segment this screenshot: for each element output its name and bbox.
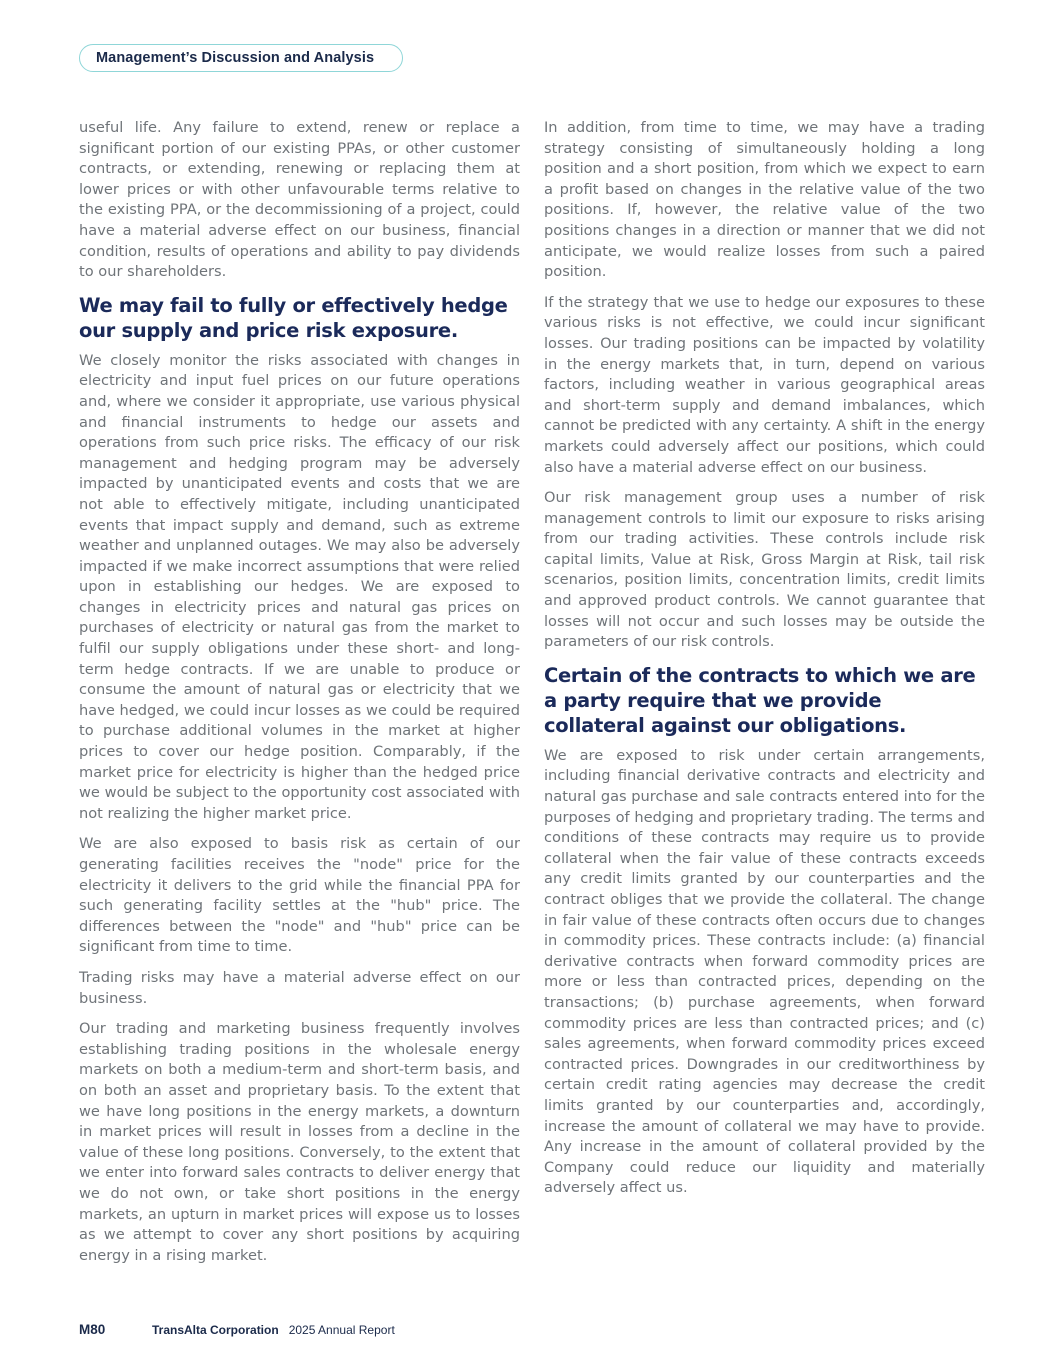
- paragraph-trading-marketing: Our trading and marketing business frequently involves establishing trading positions in the wholesale energy markets on both a medium-term and short-term basis, and on both an asset and proprietary basis. To the extent that we have long positions in the energy markets, a downturn in market prices will result in losses from a decline in the value of these long positions. Conversely, to the extent that we enter into forward sales contracts to deliver energy that we do not own, or take short positions in the energy markets, an upturn in market prices will expose us to losses as we attempt to cover any short positions by acquiring energy in a rising market.: [79, 1020, 520, 1264]
- paragraph-trading-risks: Trading risks may have a material adverse effect on our business.: [79, 968, 520, 1007]
- heading-collateral: Certain of the contracts to which we are a party require that we provide collateral against our obligations.: [544, 663, 976, 737]
- report-title: 2025 Annual Report: [288, 1323, 395, 1337]
- page-number: M80: [79, 1322, 106, 1337]
- right-column: [544, 118, 985, 1209]
- left-column: [79, 118, 520, 1276]
- paragraph-hedge-strategy: If the strategy that we use to hedge our exposures to these various risks is not effective, we could incur significant losses. Our trading positions can be impacted by volatility in the energy markets that, in turn, depend on various factors, including weather in various geographical areas and short-term supply and demand imbalances, which cannot be predicted with any certainty. A shift in the energy markets could adversely affect our positions, which could also have a material adverse effect on our business.: [544, 293, 985, 476]
- heading-hedge-risk: We may fail to fully or effectively hedge our supply and price risk exposure.: [79, 293, 508, 342]
- paragraph-basis-risk: We are also exposed to basis risk as certain of our generating facilities receives the "node" price for the electricity it delivers to the grid while the financial PPA for such generating facility settles at the "hub" price. The differences between the "node" and "hub" price can be significant from time to time.: [79, 835, 520, 956]
- company-name: TransAlta Corporation: [152, 1323, 279, 1337]
- paragraph-useful-life: useful life. Any failure to extend, renew or replace a significant portion of our existing PPAs, or other customer contracts, or extending, renewing or replacing them at lower prices or with other unfavourable terms relative to the existing PPA, or the decommissioning of a project, could have a material adverse effect on our business, financial condition, results of operations and ability to pay dividends to our shareholders.: [79, 119, 520, 281]
- paragraph-risk-management-group: Our risk management group uses a number of risk management controls to limit our exposure to risks arising from our trading activities. These controls include risk capital limits, Value at Risk, Gross Margin at Risk, tail risk scenarios, position limits, concentration limits, credit limits and approved product controls. We cannot guarantee that losses will not occur and such losses may be outside the parameters of our risk controls.: [544, 489, 985, 651]
- paragraph-monitor-risks: We closely monitor the risks associated with changes in electricity and input fuel prices on our future operations and, where we consider it appropriate, use various physical and financial instruments to hedge our assets and operations from such price risks. The efficacy of our risk management and hedging program may be adversely impacted by unanticipated events and costs that we are not able to effectively mitigate, including unanticipated events that impact supply and demand, such as extreme weather and unplanned outages. We may also be adversely impacted if we make incorrect assumptions that were relied upon in establishing our hedges. We are exposed to changes in electricity prices and natural gas prices on purchases of electricity or natural gas from the market to fulfil our supply obligations under these short- and long-term hedge contracts. If we are unable to produce or consume the amount of natural gas or electricity that we have hedged, we could incur losses as we could be required to purchase additional volumes in the market at higher prices to cover our hedge position. Comparably, if the market price for electricity is higher than the hedged price we would be subject to the opportunity cost associated with not realizing the higher market price.: [79, 351, 520, 822]
- section-label-text: Management’s Discussion and Analysis: [96, 50, 375, 66]
- page-footer: [79, 1322, 395, 1337]
- paragraph-paired-position: In addition, from time to time, we may have a trading strategy consisting of simultaneously holding a long position and a short position, from which we expect to earn a profit based on changes in the relative value of the two positions. If, however, the relative value of the two positions changes in a direction or manner that we did not anticipate, we would realize losses from such a paired position.: [544, 119, 985, 281]
- section-label: [79, 44, 403, 72]
- paragraph-collateral-exposure: We are exposed to risk under certain arrangements, including financial derivative contracts and electricity and natural gas purchase and sale contracts entered into for the purposes of hedging and proprietary trading. The terms and conditions of these contracts may require us to provide collateral when the fair value of these contracts exceeds any credit limits granted by our counterparties and the contract obliges that we provide the collateral. The change in fair value of these contracts often occurs due to changes in commodity prices. These contracts include: (a) financial derivative contracts when forward commodity prices are more or less than contracted prices, depending on the transactions; (b) purchase agreements, when forward commodity prices are less than contracted prices; and (c) sales agreements, when forward commodity prices exceed contracted prices. Downgrades in our creditworthiness by certain credit rating agencies may decrease the credit limits granted by our counterparties and, accordingly, increase the amount of collateral we may have to provide. Any increase in the amount of collateral provided by the Company could reduce our liquidity and materially adversely affect us.: [544, 746, 985, 1197]
